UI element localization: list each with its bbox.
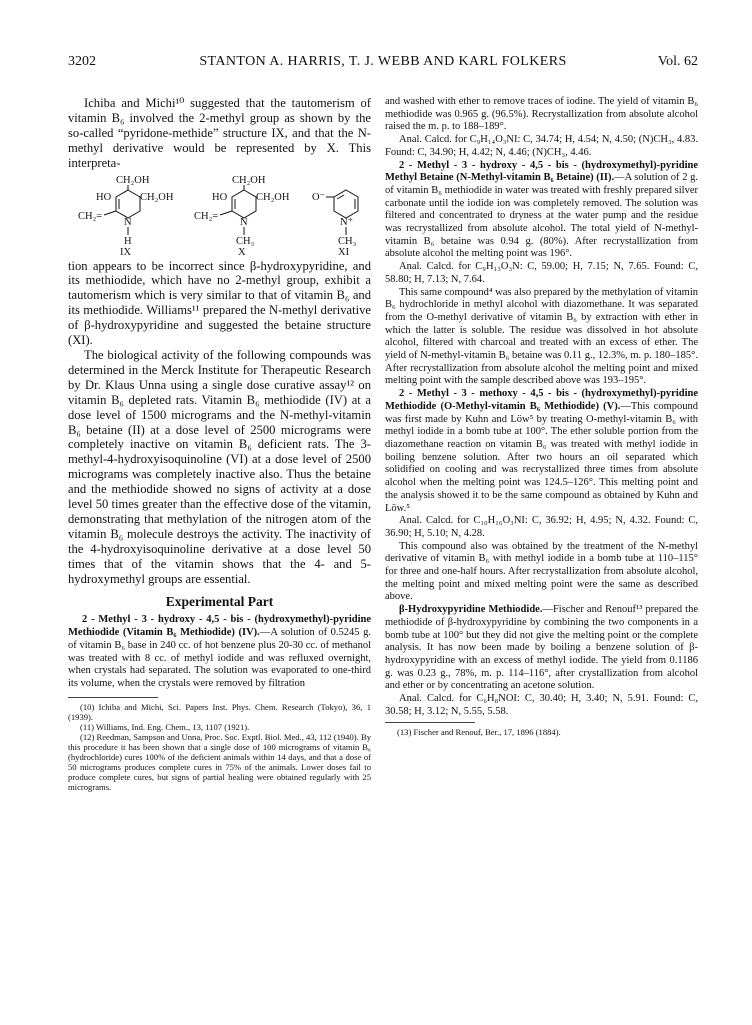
analysis-4: Anal. Calcd. for C₆H₈NOI: C, 30.40; H, 3.40; N, 5.91. Found: C, 30.58; H, 3.12; N, 5.55, 5.58. [385, 693, 698, 717]
analysis-2: Anal. Calcd. for C₉H₁₃O₃N: C, 59.00; H, 7.15; N, 7.65. Found: C, 58.80; H, 7.13; N, 7.64. [385, 261, 698, 285]
xi-label: XI [338, 246, 350, 255]
paragraph-methiodide-yield: and washed with ether to remove traces of iodine. The yield of vitamin B₆ methiodide was 0.965 g. (96.5%). Recrystallization from absolute alcohol raised the m. p. to 188–189°. [385, 96, 698, 133]
experiment-2-body: —A solution of 2 g. of vitamin B₆ methiodide in water was treated with freshly prepared silver carbonate until the iodide ion was completely removed. The solution was filtered and concentrated to dryness at the water pump and the residue was recrystallized from absolute alcohol. The total yield of N-methyl-vitamin B₆ betaine was 0.94 g. (80%). After recrystallization from absolute alcohol the melting point was 196°. [385, 172, 698, 260]
experiment-3-title: 2 - Methyl - 3 - methoxy - 4,5 - bis - (hydroxymethyl)-pyridine Methiodide (O-Methyl-vitamin B₆ Methiodide) (V). [385, 388, 698, 412]
x-label: X [238, 246, 246, 255]
volume-label: Vol. 62 [657, 54, 698, 69]
analysis-3: Anal. Calcd. for C₁₀H₁₆O₃NI: C, 36.92; H, 4.95; N, 4.32. Found: C, 36.90; H, 5.10; N, 4.28. [385, 515, 698, 539]
structure-xi [312, 190, 358, 255]
experiment-2-title: 2 - Methyl - 3 - hydroxy - 4,5 - bis - (hydroxymethyl)-pyridine Methyl Betaine (N-Methyl-vitamin B₆ Betaine) (II). [385, 159, 698, 184]
footnote-13: (13) Fischer and Renouf, Ber., 17, 1896 (1884). [397, 727, 561, 738]
experiment-4-body: —Fischer and Renouf¹³ prepared the methiodide of β-hydroxypyridine by combining the two components in a bomb tube at 100° but they did not give the melting point or the complete analysis. It has now been made by boiling a benzene solution of β-hydroxypyridine with an excess of methyl iodide. The yield from 0.1186 g. was 0.23 g., 78%, m. p. 114–116°, after crystallization from alcohol and ether or by concentrating an acetone solution. [385, 604, 698, 692]
paragraph-tautomerism: Ichiba and Michi¹⁰ suggested that the tautomerism of vitamin B₆ involved the 2-methyl group as shown by the so-called “pyridone-methide” structure IX, and that the N-methyl derivative would be represented by X. This interpreta- [68, 96, 371, 170]
experiment-4 [385, 604, 698, 693]
experiment-4-title: β-Hydroxypyridine Methiodide. [399, 604, 543, 616]
running-header [68, 54, 698, 74]
footnote-10: (10) Ichiba and Michi, Sci. Papers Inst. Phys. Chem. Research (Tokyo), 36, 1 (1939). [68, 701, 371, 722]
footnote-12: (12) Reedman, Sampson and Unna, Proc. Soc. Exptl. Biol. Med., 43, 112 (1940). By this procedure it has been shown that a single dose of 100 micrograms of vitamin B₆ (hydrochloride) cures 100% of the deficient animals within 14 days, and that a dose of 50 micrograms produces complete cures in 75% of the animals. Lower doses fail to produce complete cures, but signs of partial healing were obtained regularly with 25 micrograms. [68, 731, 371, 793]
left-column [68, 96, 371, 793]
experiment-1-title: 2 - Methyl - 3 - hydroxy - 4,5 - bis - (hydroxymethyl)-pyridine Methiodide (Vitamin B₆ Methiodide) (IV). [68, 614, 371, 639]
xi-ch3: CH₃ [338, 235, 357, 247]
ix-n: N [124, 216, 132, 228]
page-number: 3202 [68, 54, 96, 69]
x-ho: HO [212, 191, 228, 203]
structures-ix-x-xi [72, 173, 372, 255]
paragraph-biological-activity: The biological activity of the following compounds was determined in the Merck Institute for Therapeutic Research by Dr. Klaus Unna using a single dose curative assay¹² on vitamin B₆ depleted rats. Vitamin B₆ methiodide (IV) at a dose level of 1500 micrograms and the N-methyl-vitamin B₆ betaine (II) at a dose level of 2500 micrograms were completely inactive on vitamin B₆ deficient rats. The 3-methyl-4-hydroxyisoquinoline (VI) at a dose level of 2500 micrograms was completely inactive also. Thus the betaine and the methiodide showed no signs of activity at a dose level 50 times greater than the effective dose of the vitamin, demonstrating that methylation of the nitrogen atom of the vitamin B₆ molecule destroys the activity. The inactivity of the 4-hydroxyisoquinoline derivative at a dose level 50 times that of the vitamin shows that the 4- and 5-hydroxymethyl groups are essential. [68, 347, 371, 586]
analysis-1: Anal. Calcd. for C₉H₁₄O₃NI: C, 34.74; H, 4.54; N, 4.50; (N)CH₃, 4.83. Found: C, 34.90; H, 4.42; N, 4.46; (N)CH₃, 4.46. [385, 134, 698, 158]
x-ch2oh: CH₂OH [256, 191, 290, 203]
x-ch2: CH₂= [194, 210, 219, 222]
ix-ho: HO [96, 191, 112, 203]
ix-ch2: CH₂= [78, 210, 103, 222]
ix-ch2oh: CH₂OH [140, 191, 174, 203]
paragraph-bomb-tube: This compound also was obtained by the treatment of the N-methyl derivative of vitamin B₆ with methyl iodide in a bomb tube at 110–115° for three and one-half hours. After recrystallization from absolute alcohol, the melting point and mixed melting point were the same as described above. [385, 540, 698, 603]
ix-top-group: CH₂OH [116, 174, 150, 186]
ix-label: IX [120, 246, 132, 255]
experiment-1 [68, 614, 371, 690]
x-n: N [240, 216, 248, 228]
x-top-group: CH₂OH [232, 174, 266, 186]
experiment-2 [385, 160, 698, 262]
xi-o: O⁻ [312, 191, 326, 203]
structure-x [194, 175, 290, 255]
ix-h: H [124, 235, 132, 247]
footnote-11: (11) Williams, Ind. Eng. Chem., 13, 1107 (1921). [80, 721, 250, 732]
paragraph-beta-hydroxypyridine: tion appears to be incorrect since β-hydroxypyridine, and its methiodide, which have no 2-methyl group, exhibit a tautomerism which is very similar to that of vitamin B₆ and its methiodide. Williams¹¹ prepared the N-methyl derivative of β-hydroxypyridine and suggested the betaine structure (XI). [68, 258, 371, 348]
experiment-3-body: —This compound was first made by Kuhn and Löw⁵ by treating O-methyl-vitamin B₆ with methyl iodide in a bomb tube at 100°. The ether soluble portion from the diazomethane reaction on vitamin B₆ was treated with methyl iodide in boiling benzene solution. After two hours an oil separated which solidified on cooling and was recrystallized three times from absolute alcohol when the melting point was 124.5–126°. This melting point and the analysis showed it to be the same compound as obtained by Kuhn and Löw.⁵ [385, 400, 698, 514]
experiment-1-body: —A solution of 0.5245 g. of vitamin B₆ base in 240 cc. of hot benzene plus 20-30 cc. of methanol was treated with 8 cc. of methyl iodide and was refluxed overnight, when crystals had separated. The solution was evaporated to one-third its volume, when the crystals were removed by filtration [68, 627, 371, 689]
x-ch3: CH₃ [236, 235, 255, 247]
paragraph-diazomethane: This same compound⁴ was also prepared by the methylation of vitamin B₆ hydrochloride in methyl alcohol with diazomethane. It was separated from the O-methyl derivative of vitamin B₆ by extraction with ether in which the latter is soluble. The residue was dissolved in hot absolute alcohol, filtered with charcoal and treated with an excess of ether. The yield of N-methyl-vitamin B₆ betaine was 0.11 g., 12.3%, m. p. 180–185°. After recrystallization from absolute alcohol the melting point and mixed melting point with the sample described above was 193–195°. [385, 286, 698, 387]
right-column [385, 96, 698, 738]
footnote-divider-right [385, 722, 475, 723]
structure-ix [78, 175, 174, 255]
footnote-divider [68, 697, 158, 698]
running-authors: STANTON A. HARRIS, T. J. WEBB AND KARL FOLKERS [199, 54, 567, 69]
xi-n: N⁺ [340, 216, 354, 228]
experiment-3 [385, 388, 698, 515]
section-title-experimental: Experimental Part [165, 594, 274, 610]
